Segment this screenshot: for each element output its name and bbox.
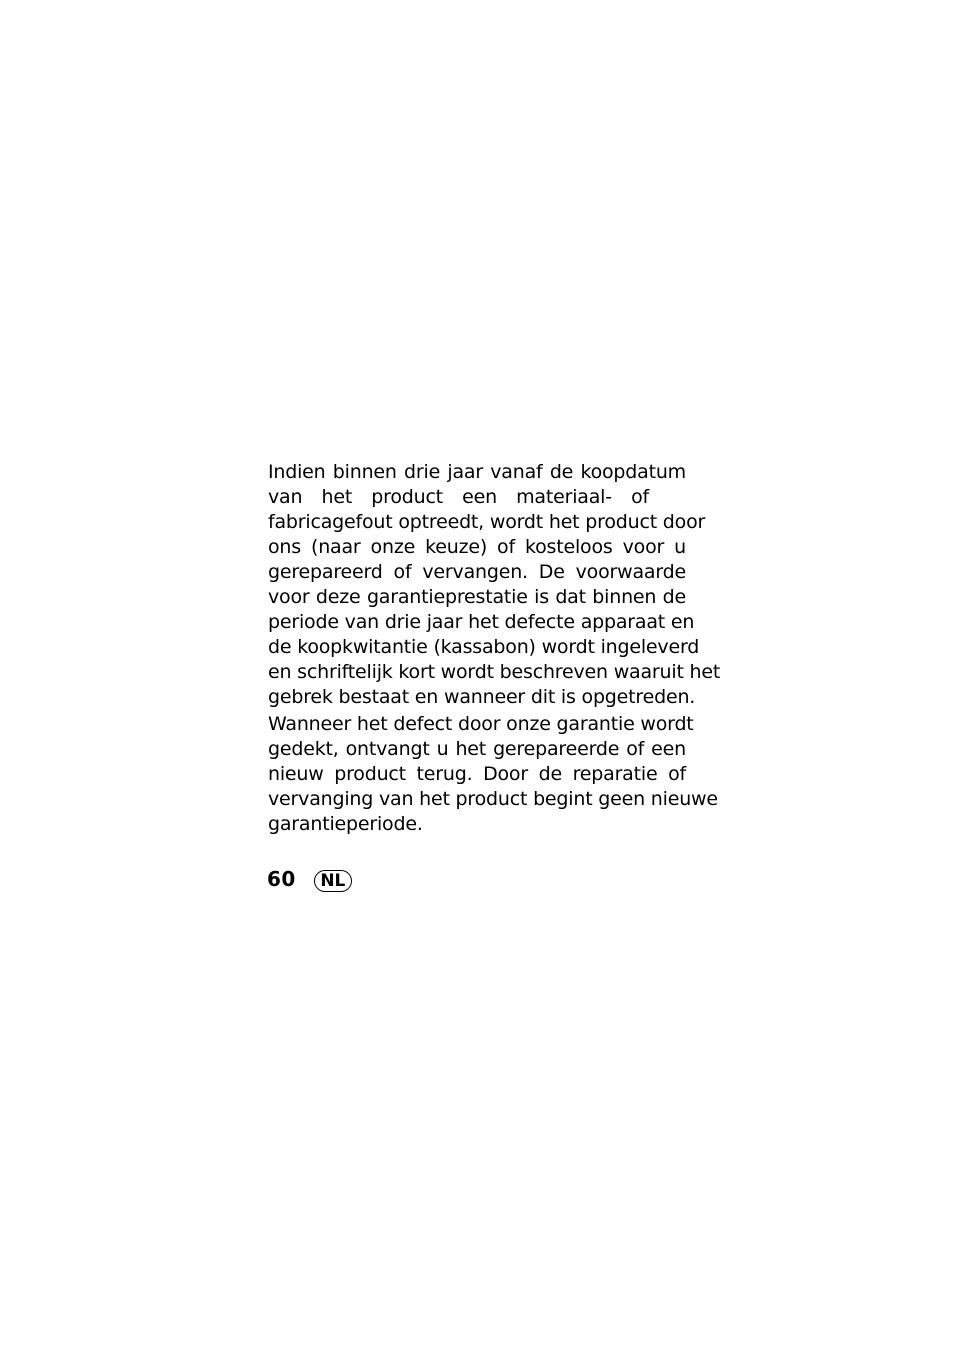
text-line: nieuw product terug. Door de reparatie of xyxy=(268,763,686,785)
text-line: garantieperiode. xyxy=(268,813,423,835)
text-line: voor deze garantieprestatie is dat binnen de xyxy=(268,586,686,608)
page-footer xyxy=(267,864,352,894)
text-line: ons (naar onze keuze) of kosteloos voor u xyxy=(268,536,686,558)
text-line: gebrek bestaat en wanneer dit is opgetreden. xyxy=(268,686,696,708)
text-line: gerepareerd of vervangen. De voorwaarde xyxy=(268,561,686,583)
text-line: en schriftelijk kort wordt beschreven waaruit het xyxy=(268,661,721,683)
paragraph-repair-replacement xyxy=(268,712,718,837)
warranty-text xyxy=(268,460,721,837)
text-line: de koopkwitantie (kassabon) wordt ingeleverd xyxy=(268,636,700,658)
text-line: vervanging van het product begint geen nieuwe xyxy=(268,788,718,810)
text-line: van het product een materiaal- of xyxy=(268,486,649,508)
page-number: 60 xyxy=(267,867,296,891)
text-line: Wanneer het defect door onze garantie wordt xyxy=(268,713,694,735)
language-badge: NL xyxy=(314,870,352,892)
text-line: periode van drie jaar het defecte apparaat en xyxy=(268,611,695,633)
text-line: fabricagefout optreedt, wordt het product door xyxy=(268,511,706,533)
text-line: gedekt, ontvangt u het gerepareerde of een xyxy=(268,738,686,760)
paragraph-warranty-conditions xyxy=(268,460,721,710)
text-line: Indien binnen drie jaar vanaf de koopdatum xyxy=(268,461,686,483)
